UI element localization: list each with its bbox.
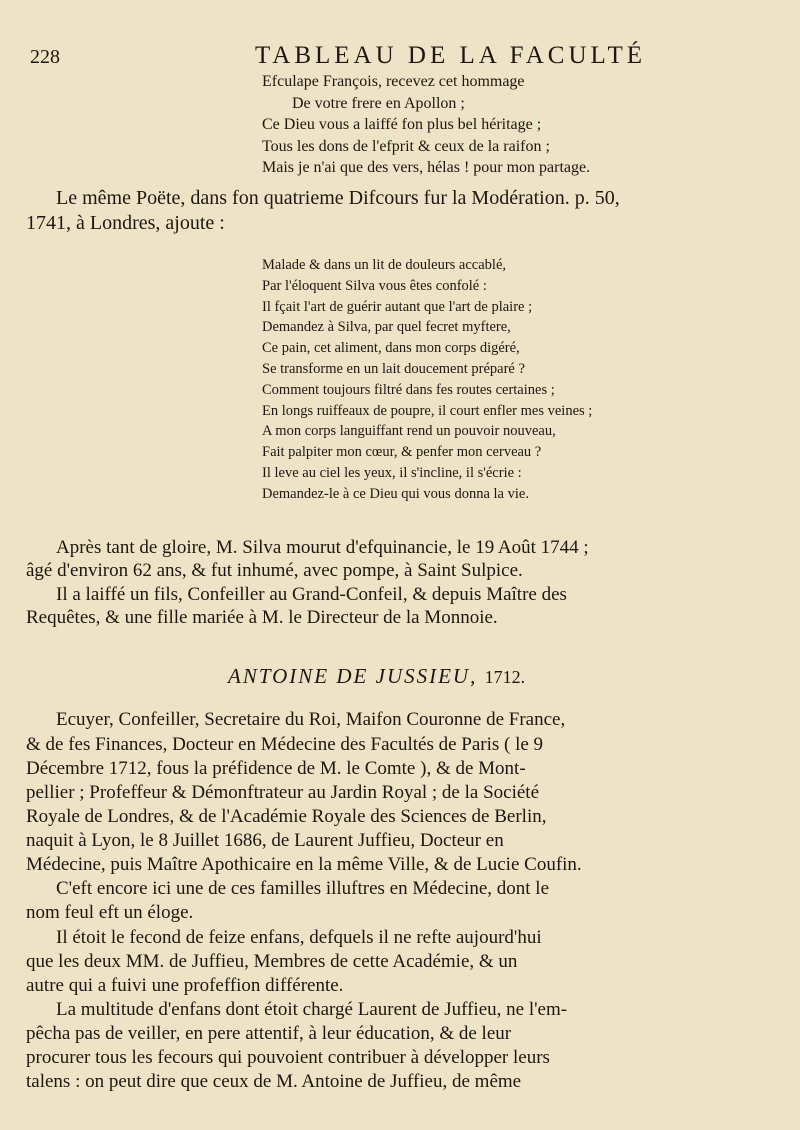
running-title: TABLEAU DE LA FACULTÉ (255, 42, 647, 69)
text-line: Requêtes, & une fille mariée à M. le Directeur de la Monnoie. (26, 607, 498, 628)
text-line: âgé d'environ 62 ans, & fut inhumé, avec pompe, à Saint Sulpice. (26, 560, 523, 581)
verse-line: Se transforme en un lait doucement préparé ? (262, 360, 525, 377)
verse-line: Comment toujours filtré dans fes routes certaines ; (262, 381, 555, 398)
text-line: & de fes Finances, Docteur en Médecine des Facultés de Paris ( le 9 (26, 734, 544, 755)
poem-one (262, 74, 590, 182)
verse-line: Malade & dans un lit de douleurs accablé, (262, 257, 507, 273)
text-line: procurer tous les fecours qui pouvoient contribuer à développer leurs (26, 1047, 550, 1068)
text-line: C'eft encore ici une de ces familles illuftres en Médecine, dont le (56, 878, 550, 899)
verse-line: Mais je n'ai que des vers, hélas ! pour mon partage. (262, 159, 591, 176)
text-line: Il étoit le fecond de feize enfans, defquels il ne refte aujourd'hui (56, 927, 542, 948)
text-line: 1741, à Londres, ajoute : (26, 212, 225, 234)
verse-line: Demandez à Silva, par quel fecret myftere, (262, 319, 511, 336)
verse-line: Fait palpiter mon cœur, & penfer mon cerveau ? (262, 444, 542, 461)
text-line: Royale de Londres, & de l'Académie Royale des Sciences de Berlin, (26, 806, 547, 827)
verse-line: Demandez-le à ce Dieu qui vous donna la vie. (262, 485, 529, 502)
verse-line: Tous les dons de l'efprit & ceux de la raifon ; (262, 137, 550, 155)
text-line: nom feul eft un éloge. (26, 902, 194, 923)
verse-line: Ce Dieu vous a laiffé fon plus bel héritage ; (262, 116, 542, 133)
running-head (30, 42, 730, 72)
text-line: autre qui a fuivi une profeffion différente. (26, 975, 344, 996)
text-line: Après tant de gloire, M. Silva mourut d'efquinancie, le 19 Août 1744 ; (56, 537, 589, 558)
text-line: Il a laiffé un fils, Confeiller au Grand-Confeil, & depuis Maître des (56, 584, 567, 605)
verse-line: Il leve au ciel les yeux, il s'incline, il s'écrie : (262, 464, 522, 481)
text-line: Décembre 1712, fous la préfidence de M. le Comte ), & de Mont- (26, 758, 526, 779)
verse-line: De votre frere en Apollon ; (292, 94, 465, 112)
heading-year: 1712. (484, 667, 526, 687)
text-line: Ecuyer, Confeiller, Secretaire du Roi, Maifon Couronne de France, (56, 709, 566, 730)
text-line: talens : on peut dire que ceux de M. Antoine de Juffieu, de même (26, 1071, 522, 1092)
verse-line: Efculape François, recevez cet hommage (262, 73, 525, 90)
text-line: La multitude d'enfans dont étoit chargé Laurent de Juffieu, ne l'em- (56, 999, 568, 1020)
page-number: 228 (30, 46, 60, 68)
heading-name: ANTOINE DE JUSSIEU, (228, 664, 478, 688)
verse-line: En longs ruiffeaux de poupre, il court enfler mes veines ; (262, 402, 593, 419)
poem-two (262, 258, 592, 508)
text-line: pellier ; Profeffeur & Démonftrateur au Jardin Royal ; de la Société (26, 782, 539, 803)
verse-line: Il fçait l'art de guérir autant que l'art de plaire ; (262, 298, 533, 315)
section-heading (228, 664, 525, 689)
text-line: naquit à Lyon, le 8 Juillet 1686, de Laurent Juffieu, Docteur en (26, 830, 504, 851)
verse-line: A mon corps languiffant rend un pouvoir nouveau, (262, 423, 556, 440)
verse-line: Ce pain, cet aliment, dans mon corps digéré, (262, 340, 520, 357)
text-line: Médecine, puis Maître Apothicaire en la même Ville, & de Lucie Coufin. (26, 854, 582, 875)
text-line: pêcha pas de veiller, en pere attentif, à leur éducation, & de leur (26, 1023, 512, 1044)
text-line: que les deux MM. de Juffieu, Membres de cette Académie, & un (26, 951, 518, 972)
text-line: Le même Poëte, dans fon quatrieme Difcours fur la Modération. p. 50, (56, 187, 620, 209)
verse-line: Par l'éloquent Silva vous êtes confolé : (262, 277, 487, 294)
